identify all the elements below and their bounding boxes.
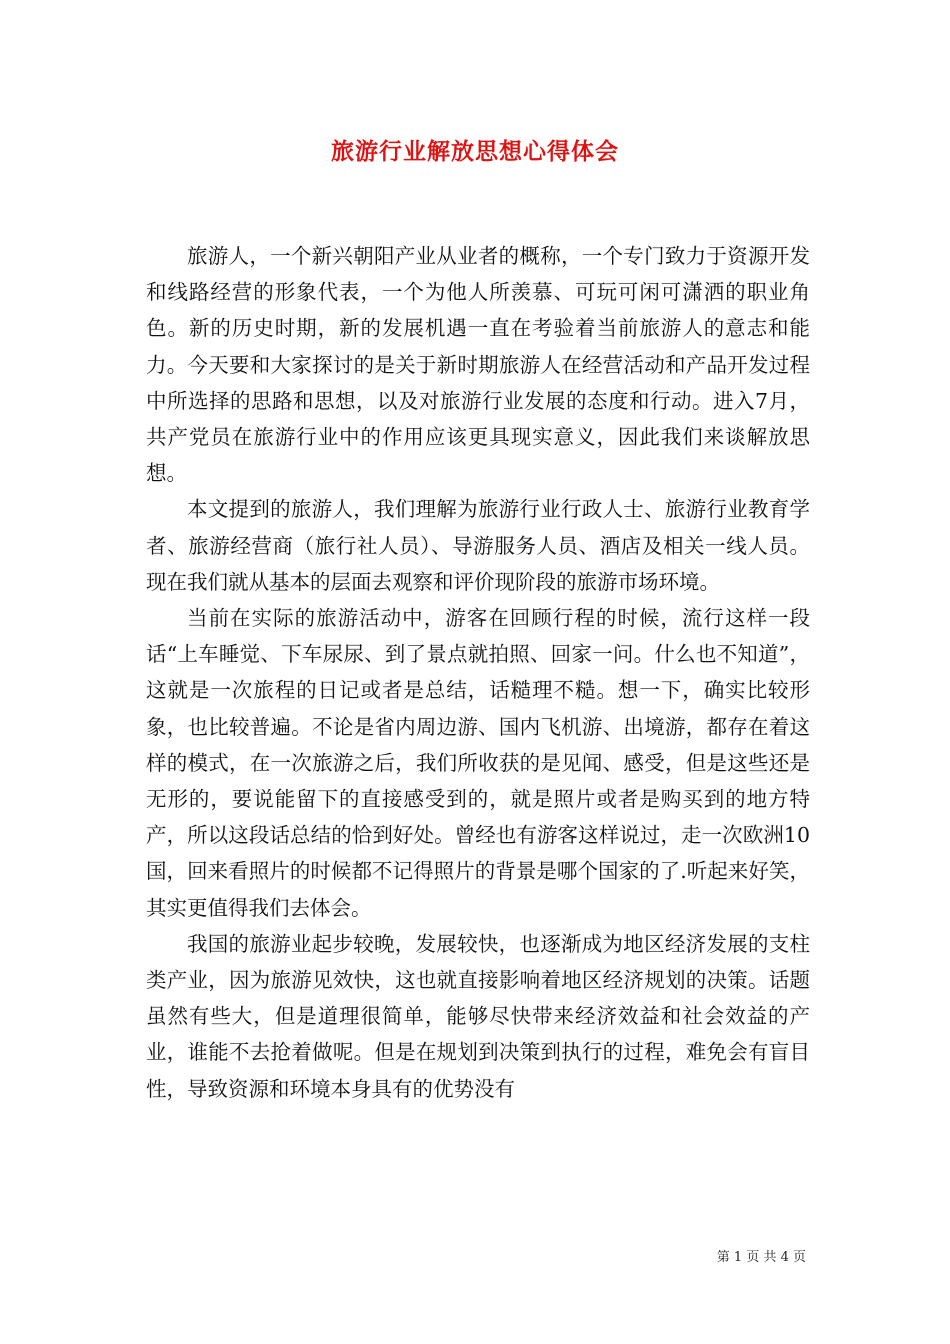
page-number-footer: 第 1 页 共 4 页 [716, 1250, 806, 1265]
page-title: 旅游行业解放思想心得体会 [331, 138, 619, 165]
document-body [146, 238, 810, 1107]
paragraph-2: 本文提到的旅游人，我们理解为旅游行业行政人士、旅游行业教育学者、旅游经营商（旅行社人员）、导游服务人员、酒店及相关一线人员。现在我们就从基本的层面去观察和评价现阶段的旅游市场环境。 [146, 497, 810, 594]
paragraph-1: 旅游人，一个新兴朝阳产业从业者的概称，一个专门致力于资源开发和线路经营的形象代表，一个为他人所羡慕、可玩可闲可潇洒的职业角色。新的历史时期，新的发展机遇一直在考验着当前旅游人的意志和能力。今天要和大家探讨的是关于新时期旅游人在经营活动和产品开发过程中所选择的思路和思想，以及对旅游行业发展的态度和行动。进入7月，共产党员在旅游行业中的作用应该更具现实意义，因此我们来谈解放思想。 [146, 244, 810, 486]
paragraph-4: 我国的旅游业起步较晚，发展较快，也逐渐成为地区经济发展的支柱类产业，因为旅游见效快，这也就直接影响着地区经济规划的决策。话题虽然有些大，但是道理很简单，能够尽快带来经济效益和社会效益的产业，谁能不去抢着做呢。但是在规划到决策到执行的过程，难免会有盲目性，导致资源和环境本身具有的优势没有 [146, 931, 810, 1101]
paragraph-3: 当前在实际的旅游活动中，游客在回顾行程的时候，流行这样一段话“上车睡觉、下车尿尿、到了景点就拍照、回家一问。什么也不知道”，这就是一次旅程的日记或者是总结，话糙理不糙。想一下，确实比较形象，也比较普遍。不论是省内周边游、国内飞机游、出境游，都存在着这样的模式，在一次旅游之后，我们所收获的是见闻、感受，但是这些还是无形的，要说能留下的直接感受到的，就是照片或者是购买到的地方特产，所以这段话总结的恰到好处。曾经也有游客这样说过，走一次欧洲10国，回来看照片的时候都不记得照片的背景是哪个国家的了.听起来好笑，其实更值得我们去体会。 [146, 606, 810, 920]
